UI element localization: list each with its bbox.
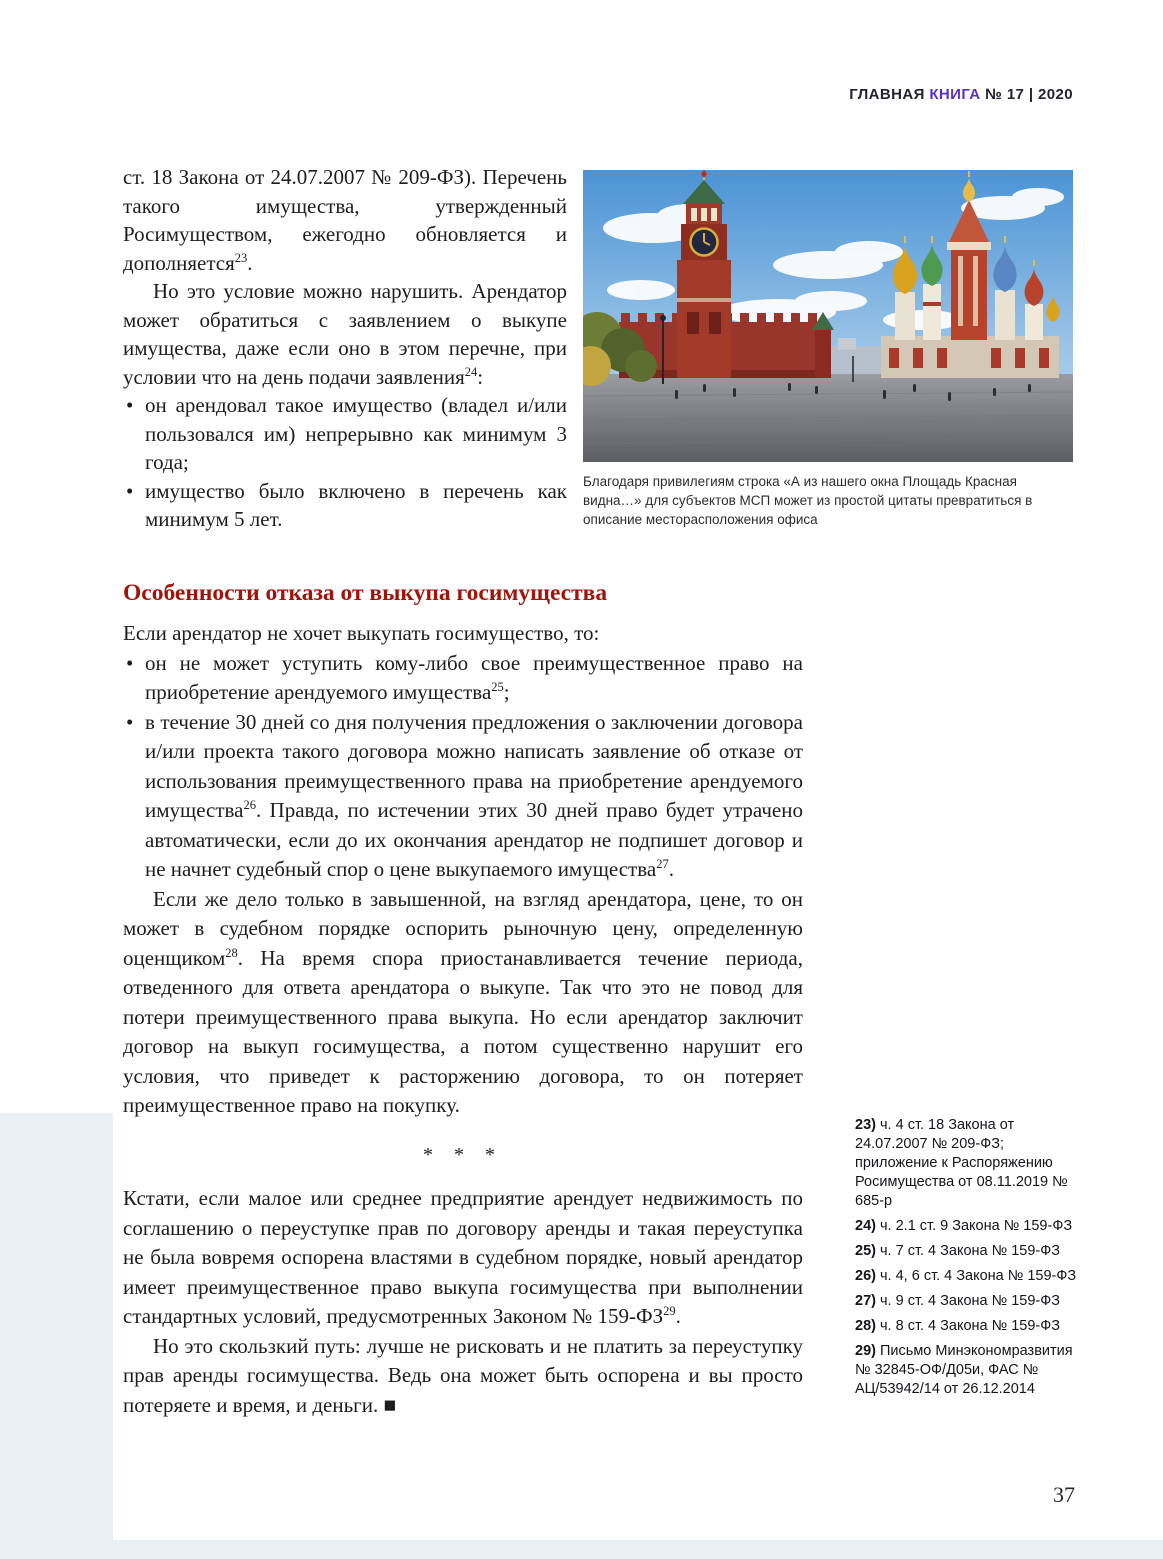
list-item: • имущество было включено в перечень как минимум 5 лет. bbox=[123, 477, 567, 534]
footnote-ref-27: 27 bbox=[656, 857, 669, 871]
paragraph-text: Если же дело только в завышенной, на взгляд арендатора, цене, то он может в судебном порядке оспорить рыночную цену, определенную оценщиком bbox=[123, 886, 803, 970]
footnote-text: ч. 8 ст. 4 Закона № 159-ФЗ bbox=[875, 1318, 1061, 1334]
footnote-text: ч. 7 ст. 4 Закона № 159-ФЗ bbox=[875, 1243, 1061, 1259]
list-item bbox=[123, 649, 803, 708]
footnote-ref-25: 25 bbox=[491, 680, 504, 694]
footnote-number: 27) bbox=[855, 1293, 876, 1309]
footnote bbox=[855, 1116, 1077, 1211]
footnote-number: 24) bbox=[855, 1218, 876, 1234]
footnote bbox=[855, 1317, 1077, 1336]
footnote-ref-23: 23 bbox=[234, 250, 248, 265]
footnotes-sidebar bbox=[855, 1116, 1077, 1405]
footnote-number: 28) bbox=[855, 1318, 876, 1334]
footnote-ref-29: 29 bbox=[663, 1304, 676, 1318]
footnote-ref-26: 26 bbox=[243, 798, 256, 812]
section-heading: Особенности отказа от выкупа госимущества bbox=[123, 580, 608, 606]
paragraph-text: . bbox=[668, 857, 674, 881]
footnote-text: ч. 4 ст. 18 Закона от 24.07.2007 № 209-ФЗ; приложение к Распоряжению Росимущества от 08.11.2019 № 685-р bbox=[855, 1117, 1068, 1209]
paragraph-text: Но это условие можно нарушить. Арендатор может обратиться с заявлением о выкупе имущества, даже если оно в этом перечне, при условии что на день подачи заявления bbox=[123, 279, 567, 389]
paragraph-text: Кстати, если малое или среднее предприятие арендует недвижимость по соглашению о переуступке прав по договору аренды и такая переуступка не была вовремя оспорена властями в судебном порядке, новый арендатор имеет преимущественное право выкупа госимущества при выполнении стандартных условий, предусмотренных Законом № 159-ФЗ bbox=[123, 1186, 803, 1328]
footnote-number: 29) bbox=[855, 1343, 876, 1359]
paragraph bbox=[123, 885, 803, 1121]
issue-number: № 17 | 2020 bbox=[985, 86, 1073, 103]
paragraph-text: . bbox=[675, 1304, 681, 1328]
footnote-number: 25) bbox=[855, 1243, 876, 1259]
bottom-margin-band bbox=[0, 1540, 1163, 1559]
footnote bbox=[855, 1292, 1077, 1311]
footnote-text: ч. 4, 6 ст. 4 Закона № 159-ФЗ bbox=[875, 1268, 1077, 1284]
bullet-list bbox=[123, 649, 803, 885]
list-item: • он арендовал такое имущество (владел и/или пользовался им) непрерывно как минимум 3 года; bbox=[123, 391, 567, 477]
footnote-ref-28: 28 bbox=[225, 945, 238, 960]
magazine-header bbox=[849, 86, 1073, 103]
paragraph-text: в течение 30 дней со дня получения предложения о заключении договора и/или проекта такого договора можно написать заявление об отказе от использования преимущественного права на приобретение арендуемого имущества bbox=[145, 709, 803, 822]
paragraph-text: ; bbox=[503, 680, 510, 704]
paragraph-text: он не может уступить кому-либо свое преимущественное право на приобретение арендуемого имущества bbox=[145, 650, 803, 704]
footnote bbox=[855, 1342, 1077, 1399]
paragraph-text: : bbox=[477, 364, 484, 389]
left-margin-band bbox=[0, 1113, 113, 1559]
paragraph bbox=[123, 1184, 803, 1332]
body-column-left bbox=[123, 163, 567, 534]
paragraph-text: ст. 18 Закона от 24.07.2007 № 209-ФЗ). Перечень такого имущества, утвержденный Росимуществом, ежегодно обновляется и дополняется bbox=[123, 165, 567, 275]
footnote-text: Письмо Минэкономразвития № 32845-ОФ/Д05и, ФАС № АЦ/53942/14 от 26.12.2014 bbox=[855, 1343, 1073, 1397]
footnote-text: ч. 2.1 ст. 9 Закона № 159-ФЗ bbox=[875, 1218, 1073, 1234]
paragraph bbox=[123, 163, 567, 277]
paragraph-text: . Правда, по истечении этих 30 дней право будет утрачено автоматически, если до их окончания арендатор не подпишет договор и не начнет судебный спор о цене выкупаемого имущества bbox=[145, 798, 803, 881]
photo-caption: Благодаря привилегиям строка «А из нашего окна Площадь Красная видна…» для субъектов МСП может из простой цитаты превратиться в описание месторасположения офиса bbox=[583, 474, 1033, 527]
paragraph bbox=[123, 277, 567, 391]
footnote-number: 23) bbox=[855, 1117, 876, 1133]
paragraph: Если арендатор не хочет выкупать госимущество, то: bbox=[123, 621, 600, 645]
list-item bbox=[123, 708, 803, 885]
red-square-photo bbox=[583, 170, 1073, 462]
page-number: 37 bbox=[1053, 1482, 1075, 1507]
paragraph-text: . bbox=[247, 250, 253, 275]
magazine-title-accent: КНИГА bbox=[929, 86, 981, 103]
footnote bbox=[855, 1267, 1077, 1286]
footnote-number: 26) bbox=[855, 1268, 876, 1284]
magazine-title-dark: ГЛАВНАЯ bbox=[849, 86, 925, 103]
footnote-text: ч. 9 ст. 4 Закона № 159-ФЗ bbox=[875, 1293, 1061, 1309]
photo-figure bbox=[583, 170, 1073, 529]
footnote-ref-24: 24 bbox=[464, 364, 478, 379]
asterisk-separator: * * * bbox=[423, 1143, 503, 1166]
body-column-wide bbox=[123, 619, 803, 1420]
bullet-list bbox=[123, 391, 567, 534]
paragraph-text: . На время спора приостанавливается течение периода, отведенного для ответа арендатора о выкупе. Так что это не повод для потери преимущественного права выкупа. Но если арендатор заключит договор на выкуп госимущества, а потом существенно нарушит его условия, что приведет к расторжению договора, то он потеряет преимущественное право на покупку. bbox=[123, 945, 803, 1117]
footnote bbox=[855, 1242, 1077, 1261]
footnote bbox=[855, 1217, 1077, 1236]
paragraph: Но это скользкий путь: лучше не рисковать и не платить за переуступку прав аренды госимущества. Ведь она может быть оспорена и вы просто потеряете и время, и деньги. ■ bbox=[123, 1333, 803, 1417]
